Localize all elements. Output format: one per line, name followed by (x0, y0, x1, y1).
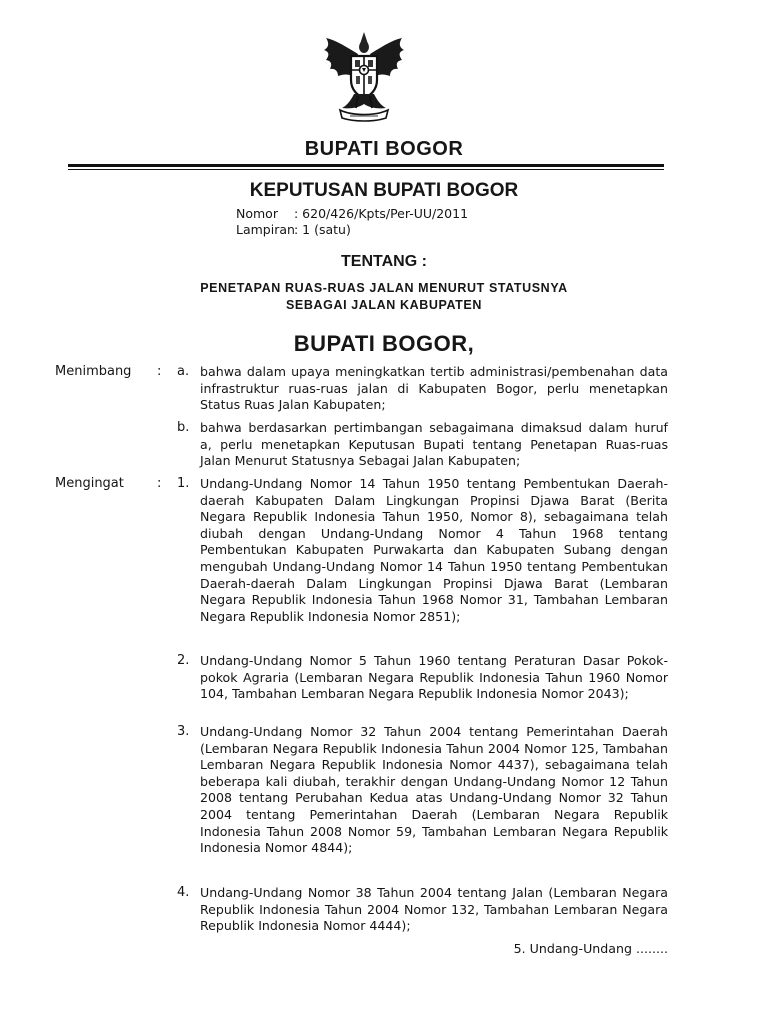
mengingat-item-3-marker: 3. (177, 724, 190, 739)
decree-title: KEPUTUSAN BUPATI BOGOR (249, 180, 519, 201)
mengingat-item-3-text: Undang-Undang Nomor 32 Tahun 2004 tentang Pemerintahan Daerah (Lembaran Negara Republik Indonesia Tahun 2004 Nomor 125, Tambahan Lembaran Negara Republik Indonesia Nomor 4437), sebagaimana telah beberapa kali diubah, terakhir dengan Undang-Undang Nomor 12 Tahun 2008 tentang Perubahan Kedua atas Undang-Undang Nomor 32 Tahun 2004 tentang Pemerintahan Daerah (Lembaran Negara Republik Indonesia Tahun 2008 Nomor 59, Tambahan Lembaran Negara Republik Indonesia Nomor 4844); (200, 724, 668, 856)
menimbang-item-a-marker: a. (177, 364, 190, 379)
menimbang-item-a-text: bahwa dalam upaya meningkatkan tertib administrasi/pembenahan data infrastruktur ruas-ruas jalan di Kabupaten Bogor, perlu menetapkan Status Ruas Jalan Kabupaten; (200, 364, 668, 413)
mengingat-item-4-marker: 4. (177, 885, 190, 900)
issuer-heading: BUPATI BOGOR, (293, 331, 475, 356)
mengingat-label: Mengingat (55, 476, 124, 491)
garuda-emblem-icon (320, 30, 408, 122)
menimbang-colon: : (157, 364, 162, 379)
continuation-note: 5. Undang-Undang ........ (513, 941, 668, 956)
mengingat-item-2-text: Undang-Undang Nomor 5 Tahun 1960 tentang Peraturan Dasar Pokok-pokok Agraria (Lembaran Negara Republik Indonesia Tahun 1960 Nomor 104, Tambahan Lembaran Negara Republik Indonesia Nomor 2043); (200, 653, 668, 702)
subject-line-1: PENETAPAN RUAS-RUAS JALAN MENURUT STATUSNYA (200, 281, 568, 295)
mengingat-item-4-text: Undang-Undang Nomor 38 Tahun 2004 tentang Jalan (Lembaran Negara Republik Indonesia Tahun 2004 Nomor 132, Tambahan Lembaran Negara Republik Indonesia Nomor 4444); (200, 885, 668, 934)
mengingat-colon: : (157, 476, 162, 491)
menimbang-label: Menimbang (55, 364, 132, 379)
mengingat-item-1-marker: 1. (177, 476, 190, 491)
lampiran-row (236, 222, 351, 237)
subject-line-2: SEBAGAI JALAN KABUPATEN (286, 298, 482, 312)
nomor-value: : 620/426/Kpts/Per-UU/2011 (294, 206, 469, 221)
lampiran-value: : 1 (satu) (294, 222, 351, 237)
mengingat-item-1-text: Undang-Undang Nomor 14 Tahun 1950 tentang Pembentukan Daerah-daerah Kabupaten Dalam Lingkungan Propinsi Djawa Barat (Berita Negara Republik Indonesia Tahun 1950, Nomor 8), sebagaimana telah diubah dengan Undang-Undang Nomor 4 Tahun 1968 tentang Pembentukan Kabupaten Purwakarta dan Kabupaten Subang dengan mengubah Undang-Undang Nomor 14 Tahun 1950 tentang Pembentukan Daerah-daerah Dalam Lingkungan Propinsi Djawa Barat (Lembaran Negara Republik Indonesia Tahun 1968 Nomor 31, Tambahan Lembaran Negara Republik Indonesia Nomor 2851); (200, 476, 668, 624)
lampiran-label: Lampiran (236, 222, 295, 237)
header-rule-thin (68, 169, 664, 170)
menimbang-item-b-text: bahwa berdasarkan pertimbangan sebagaimana dimaksud dalam huruf a, perlu menetapkan Keputusan Bupati tentang Penetapan Ruas-ruas Jalan Menurut Statusnya Sebagai Jalan Kabupaten; (200, 420, 668, 469)
tentang-heading: TENTANG : (341, 253, 427, 270)
nomor-row (236, 206, 468, 221)
nomor-label: Nomor (236, 206, 278, 221)
menimbang-item-b-marker: b. (177, 420, 190, 435)
page-title: BUPATI BOGOR (304, 138, 464, 160)
mengingat-item-2-marker: 2. (177, 653, 190, 668)
header-rule-thick (68, 164, 664, 167)
